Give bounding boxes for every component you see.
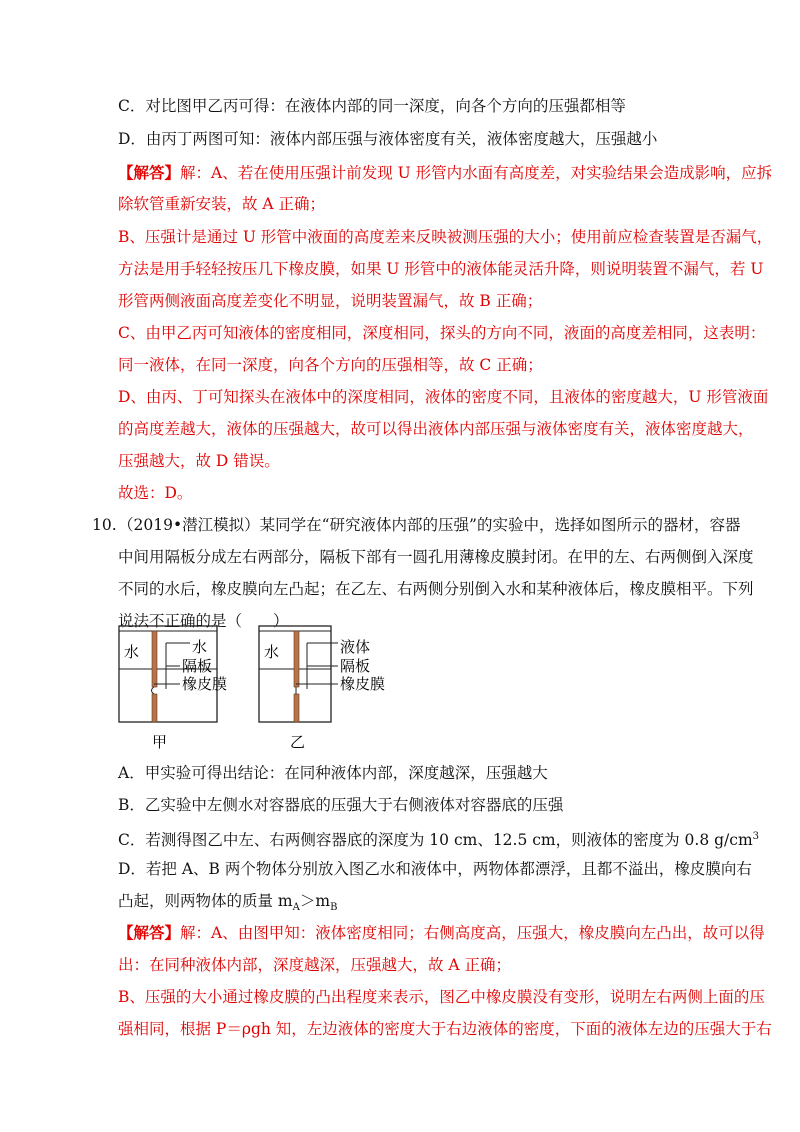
experiment-figure (118, 622, 408, 762)
prev-option-d: D．由丙丁两图可知：液体内部压强与液体密度有关，液体密度越大，压强越小 (118, 130, 658, 148)
prev-answer-line-7: 同一液体，在同一深度，向各个方向的压强相等，故 C 正确； (118, 356, 543, 374)
label-membrane-jia: 橡皮膜 (182, 676, 228, 693)
option-d-pre: 凸起，则两物体的质量 m (118, 892, 293, 910)
answer-line-2: 出：在同种液体内部，深度越深，压强越大，故 A 正确； (118, 956, 512, 974)
option-d-sub-a: A (292, 902, 300, 914)
answer-tag: 【解答】 (118, 163, 181, 182)
option-c-text: C．若测得图乙中左、右两侧容器底的深度为 10 cm、12.5 cm，则液体的密度为 0.8 g/cm (118, 831, 753, 850)
answer-line-4: 强相同，根据 P＝ρgh 知，左边液体的密度大于右边液体的密度，下面的液体左边的压强大于右 (118, 1020, 772, 1038)
prev-answer-line-2: 除软管重新安装，故 A 正确； (118, 195, 326, 213)
caption-jia: 甲 (152, 734, 168, 751)
question-number: 10. (92, 516, 117, 534)
prev-answer-line-9: 的高度差越大，液体的压强越大，故可以得出液体内部压强与液体密度有关，液体密度越大， (118, 420, 754, 438)
prev-answer-line-3: B、压强计是通过 U 形管中液面的高度差来反映被测压强的大小；使用前应检查装置是否漏气， (118, 228, 773, 246)
option-d-line-2 (118, 891, 337, 918)
answer-text-2: 解：A、由图甲知：液体密度相同；右侧高度高，压强大，橡皮膜向左凸出，故可以得 (180, 924, 765, 942)
question-line-3: 不同的水后，橡皮膜向左凸起；在乙左、右两侧分别倒入水和某种液体后，橡皮膜相平。下列 (118, 580, 754, 598)
caption-yi: 乙 (290, 734, 306, 751)
option-d-mid: ＞m (299, 892, 331, 910)
prev-answer-line-1 (118, 163, 772, 183)
label-liquid-yi: 液体 (340, 639, 371, 656)
answer-line-1 (118, 923, 765, 943)
label-partition-jia: 隔板 (182, 658, 213, 675)
answer-line-3: B、压强的大小通过橡皮膜的凸出程度来表示，图乙中橡皮膜没有变形，说明左右两侧上面的压 (118, 988, 765, 1006)
option-d-sub-b: B (330, 902, 338, 914)
option-a: A．甲实验可得出结论：在同种液体内部，深度越深，压强越大 (118, 764, 548, 782)
question-line-1: （2019•潜江模拟）某同学在“研究液体内部的压强”的实验中，选择如图所示的器材，容器 (118, 516, 741, 534)
option-b: B．乙实验中左侧水对容器底的压强大于右侧液体对容器底的压强 (118, 796, 564, 814)
answer-tag-2: 【解答】 (118, 923, 181, 942)
prev-answer-line-4: 方法是用手轻轻按压几下橡皮膜，如果 U 形管中的液体能灵活升降，则说明装置不漏气，若 U (118, 260, 764, 278)
prev-answer-line-10: 压强越大，故 D 错误。 (118, 452, 280, 470)
option-c-superscript: 3 (752, 831, 760, 842)
answer-text: 解：A、若在使用压强计前发现 U 形管内水面有高度差，对实验结果会造成影响，应拆 (180, 164, 773, 182)
option-d-line-1: D．若把 A、B 两个物体分别放入图乙水和液体中，两物体都漂浮，且都不溢出，橡皮膜向右 (118, 860, 752, 878)
label-water-yi: 水 (264, 644, 280, 661)
question-line-4: 说法不正确的是（ ） (118, 612, 289, 630)
prev-option-c: C．对比图甲乙丙可得：在液体内部的同一深度，向各个方向的压强都相等 (118, 97, 626, 115)
question-line-2: 中间用隔板分成左右两部分，隔板下部有一圆孔用薄橡皮膜封闭。在甲的左、右两侧倒入深度 (118, 548, 754, 566)
label-membrane-yi: 橡皮膜 (340, 676, 386, 693)
label-liquid-jia: 水 (192, 639, 208, 656)
option-c (118, 827, 759, 850)
label-partition-yi: 隔板 (340, 658, 371, 675)
prev-answer-line-5: 形管两侧液面高度差变化不明显，说明装置漏气，故 B 正确； (118, 292, 543, 310)
container-yi (259, 626, 338, 722)
prev-answer-choice: 故选：D。 (118, 484, 193, 502)
prev-answer-line-8: D、由丙、丁可知探头在液体中的深度相同，液体的密度不同，且液体的密度越大，U 形管液面 (118, 388, 769, 406)
label-water-jia: 水 (124, 644, 140, 661)
prev-answer-line-6: C、由甲乙丙可知液体的密度相同，深度相同，探头的方向不同，液面的高度差相同，这表明： (118, 324, 766, 342)
